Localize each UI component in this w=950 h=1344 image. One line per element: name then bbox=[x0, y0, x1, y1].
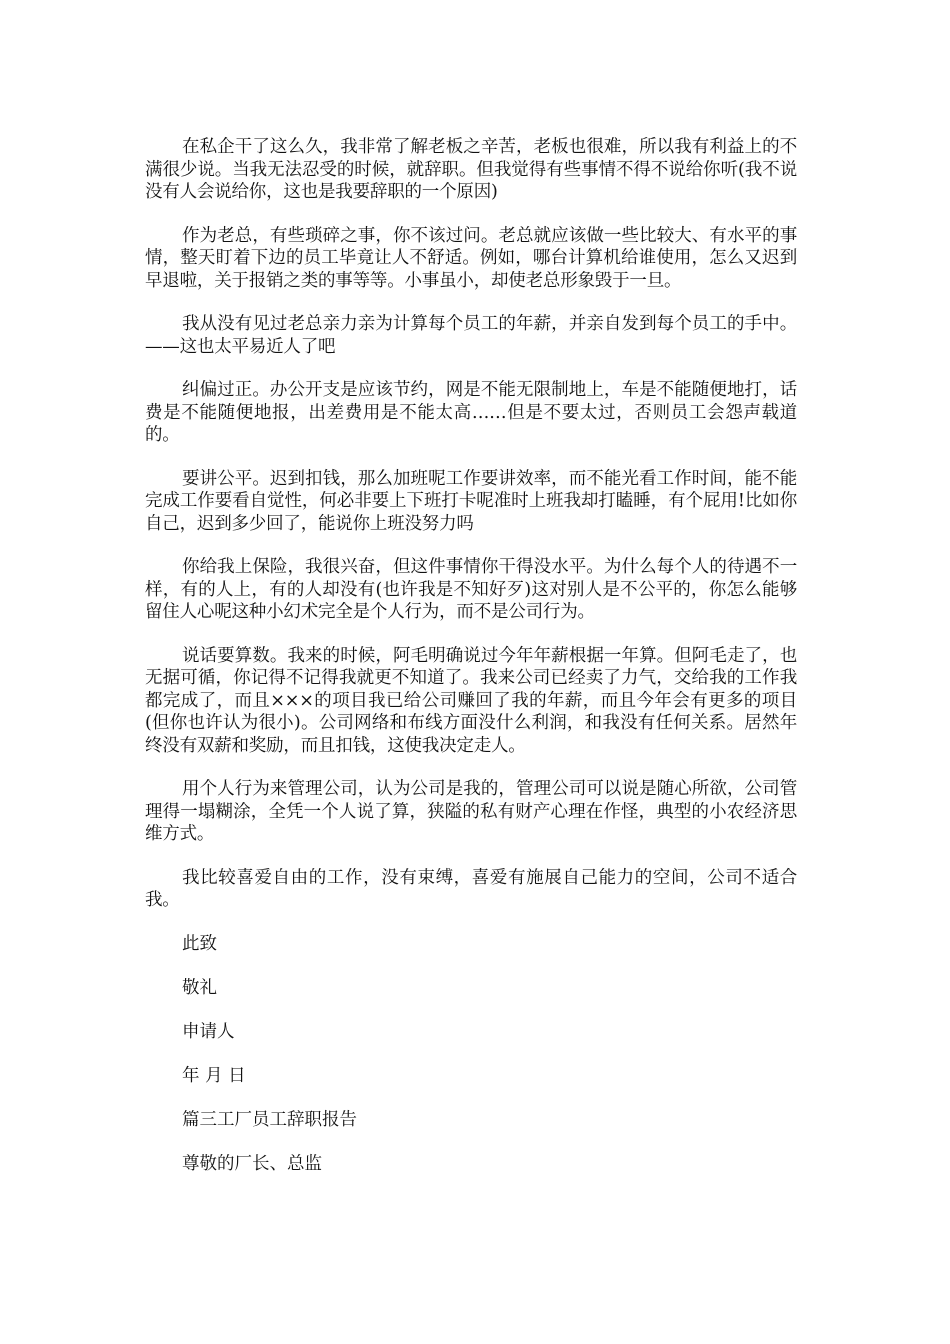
paragraph-7: 说话要算数。我来的时候，阿毛明确说过今年年薪根据一年算。但阿毛走了，也无据可循，你记得不记得我就更不知道了。我来公司已经卖了力气，交给我的工作我都完成了，而且×××的项目我已给公司赚回了我的年薪，而且今年会有更多的项目(但你也许认为很小)。公司网络和布线方面没什么利润，和我没有任何关系。居然年终没有双薪和奖励，而且扣钱，这使我决定走人。 bbox=[145, 645, 797, 756]
paragraph-1: 在私企干了这么久，我非常了解老板之辛苦，老板也很难，所以我有利益上的不满很少说。当我无法忍受的时候，就辞职。但我觉得有些事情不得不说给你听(我不说没有人会说给你，这也是我要辞职的一个原因) bbox=[145, 137, 797, 202]
paragraph-2: 作为老总，有些琐碎之事，你不该过问。老总就应该做一些比较大、有水平的事情，整天盯着下边的员工毕竟让人不舒适。例如，哪台计算机给谁使用，怎么又迟到早退啦，关于报销之类的事等等。小事虽小，却使老总形象毁于一旦。 bbox=[145, 225, 797, 291]
date-line: 年 月 日 bbox=[182, 1065, 246, 1086]
salute-line: 敬礼 bbox=[182, 977, 217, 998]
document-body bbox=[145, 136, 797, 1197]
paragraph-3: 我从没有见过老总亲力亲为计算每个员工的年薪，并亲自发到每个员工的手中。——这也太平易近人了吧 bbox=[145, 314, 797, 357]
paragraph-4: 纠偏过正。办公开支是应该节约，网是不能无限制地上，车是不能随便地打，话费是不能随便地报，出差费用是不能太高……但是不要太过，否则员工会怨声载道的。 bbox=[145, 380, 797, 445]
closing-line: 此致 bbox=[182, 933, 217, 954]
applicant-line: 申请人 bbox=[182, 1021, 235, 1042]
paragraph-5: 要讲公平。迟到扣钱，那么加班呢工作要讲效率，而不能光看工作时间，能不能完成工作要看自觉性，何必非要上下班打卡呢准时上班我却打瞌睡，有个屁用!比如你自己，迟到多少回了，能说你上班没努力吗 bbox=[145, 468, 797, 534]
paragraph-8: 用个人行为来管理公司，认为公司是我的，管理公司可以说是随心所欲，公司管理得一塌糊涂，全凭一个人说了算，狭隘的私有财产心理在作怪，典型的小农经济思维方式。 bbox=[145, 779, 797, 844]
greeting-line: 尊敬的厂长、总监 bbox=[182, 1153, 322, 1174]
paragraph-6: 你给我上保险，我很兴奋，但这件事情你干得没水平。为什么每个人的待遇不一样，有的人上，有的人却没有(也许我是不知好歹)这对别人是不公平的，你怎么能够留住人心呢这种小幻术完全是个人行为，而不是公司行为。 bbox=[145, 557, 797, 622]
paragraph-9: 我比较喜爱自由的工作，没有束缚，喜爱有施展自己能力的空间，公司不适合我。 bbox=[145, 867, 797, 910]
section-title: 篇三工厂员工辞职报告 bbox=[182, 1109, 357, 1130]
